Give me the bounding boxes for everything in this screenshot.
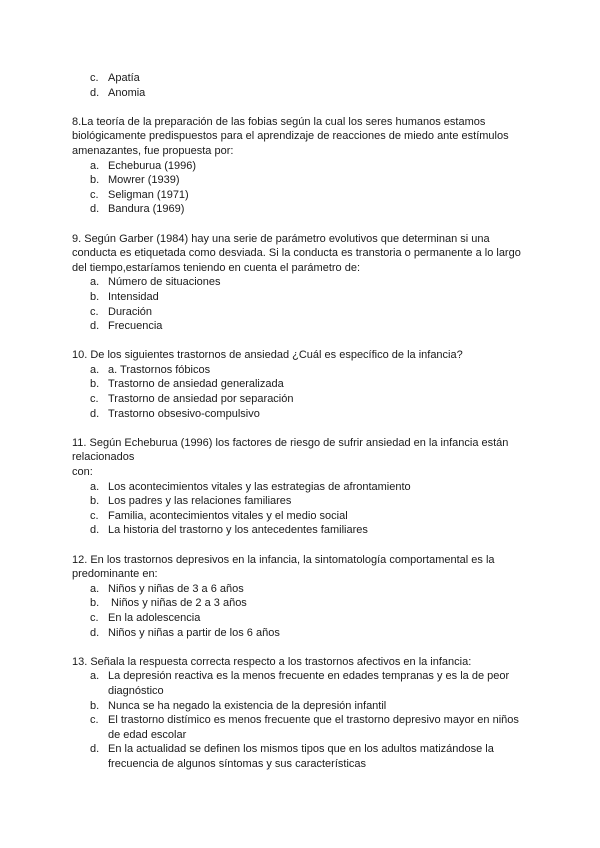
question-stem	[72, 115, 532, 159]
option-a	[72, 480, 532, 495]
option-text: diagnóstico	[108, 684, 164, 697]
option-letter: d.	[90, 407, 100, 420]
option-letter: a.	[90, 159, 100, 172]
options-list	[72, 71, 532, 100]
option-letter: b.	[90, 495, 100, 508]
stem-line: amenazantes, fue propuesta por:	[72, 144, 234, 157]
question-12	[72, 553, 532, 641]
option-letter: a.	[90, 670, 100, 683]
question-stem	[72, 232, 532, 276]
question-11	[72, 436, 532, 538]
option-letter: c.	[90, 714, 99, 727]
stem-line: con:	[72, 466, 93, 479]
stem-line: 13. Señala la respuesta correcta respecto a los trastornos afectivos en la infancia:	[72, 655, 472, 668]
option-text: Trastorno obsesivo-compulsivo	[108, 407, 260, 420]
option-b	[72, 596, 532, 611]
question-stem	[72, 553, 532, 582]
question-10	[72, 348, 532, 421]
stem-line: del tiempo,estaríamos teniendo en cuenta el parámetro de:	[72, 261, 361, 274]
options-list	[72, 582, 532, 640]
option-letter: a.	[90, 276, 100, 289]
option-text: Duración	[108, 305, 153, 318]
option-c	[72, 71, 532, 86]
option-b	[72, 290, 532, 305]
option-c	[72, 305, 532, 320]
option-letter: b.	[90, 378, 100, 391]
option-c	[72, 188, 532, 203]
option-d	[72, 523, 532, 538]
option-letter: a.	[90, 363, 100, 376]
stem-line: conducta es etiquetada como desviada. Si la conducta es transtoria o permanente a lo largo	[72, 247, 521, 260]
option-text: Anomia	[108, 86, 146, 99]
stem-line: 10. De los siguientes trastornos de ansiedad ¿Cuál es específico de la infancia?	[72, 349, 463, 362]
stem-line: 12. En los trastornos depresivos en la infancia, la sintomatología comportamental es la	[72, 553, 495, 566]
option-text: Apatía	[108, 72, 140, 84]
option-text: Los acontecimientos vitales y las estrategias de afrontamiento	[108, 480, 411, 493]
option-text: En la actualidad se definen los mismos tipos que en los adultos matizándose la	[108, 743, 494, 756]
option-text: La historia del trastorno y los antecedentes familiares	[108, 524, 368, 537]
stem-line: predominante en:	[72, 568, 158, 581]
question-stem	[72, 436, 532, 480]
option-letter: a.	[90, 480, 100, 493]
question-7-continuation	[72, 71, 532, 100]
option-letter: d.	[90, 320, 100, 333]
option-text: Los padres y las relaciones familiares	[108, 495, 292, 508]
option-letter: c.	[90, 393, 99, 406]
options-list	[72, 159, 532, 217]
question-13	[72, 655, 532, 772]
option-letter: c.	[90, 611, 99, 624]
option-b	[72, 377, 532, 392]
option-text: Niños y niñas de 2 a 3 años	[108, 597, 247, 610]
question-stem	[72, 348, 532, 363]
question-stem	[72, 655, 532, 670]
option-letter: d.	[90, 203, 100, 216]
option-letter: a.	[90, 582, 100, 595]
option-d	[72, 202, 532, 217]
option-text: de edad escolar	[108, 728, 187, 741]
option-text: Niños y niñas a partir de los 6 años	[108, 626, 280, 639]
option-b	[72, 494, 532, 509]
option-letter: c.	[90, 305, 99, 318]
option-b	[72, 699, 532, 714]
option-a	[72, 669, 532, 698]
stem-line: biológicamente predispuestos para el aprendizaje de reacciones de miedo ante estímulos	[72, 130, 509, 143]
option-letter: d.	[90, 626, 100, 639]
option-text: a. Trastornos fóbicos	[108, 363, 211, 376]
option-c	[72, 611, 532, 626]
option-text: Trastorno de ansiedad por separación	[108, 393, 294, 406]
options-list	[72, 275, 532, 333]
option-letter: c.	[90, 72, 99, 84]
option-text: Familia, acontecimientos vitales y el medio social	[108, 509, 348, 522]
option-text: Seligman (1971)	[108, 188, 189, 201]
option-letter: b.	[90, 174, 100, 187]
options-list	[72, 669, 532, 771]
option-letter: d.	[90, 524, 100, 537]
option-d	[72, 407, 532, 422]
option-letter: b.	[90, 290, 100, 303]
option-text: Niños y niñas de 3 a 6 años	[108, 582, 244, 595]
option-d	[72, 86, 532, 101]
option-text: Bandura (1969)	[108, 203, 185, 216]
option-a	[72, 159, 532, 174]
option-c	[72, 392, 532, 407]
option-a	[72, 582, 532, 597]
option-text: En la adolescencia	[108, 611, 201, 624]
option-text: Echeburua (1996)	[108, 159, 197, 172]
option-c	[72, 509, 532, 524]
option-a	[72, 275, 532, 290]
question-9	[72, 232, 532, 334]
option-letter: c.	[90, 188, 99, 201]
option-text: Trastorno de ansiedad generalizada	[108, 378, 284, 391]
option-letter: d.	[90, 86, 100, 99]
option-text: Frecuencia	[108, 320, 163, 333]
option-letter: b.	[90, 597, 100, 610]
option-d	[72, 319, 532, 334]
options-list	[72, 480, 532, 538]
option-d	[72, 742, 532, 771]
option-text: frecuencia de algunos síntomas y sus características	[108, 757, 367, 770]
option-b	[72, 173, 532, 188]
option-a	[72, 363, 532, 378]
options-list	[72, 363, 532, 421]
option-letter: d.	[90, 743, 100, 756]
stem-line: 9. Según Garber (1984) hay una serie de parámetro evolutivos que determinan si una	[72, 232, 490, 245]
option-text: Número de situaciones	[108, 276, 221, 289]
option-c	[72, 713, 532, 742]
stem-line: relacionados	[72, 451, 135, 464]
option-text: Intensidad	[108, 290, 159, 303]
option-text: La depresión reactiva es la menos frecuente en edades tempranas y es la de peor	[108, 670, 510, 683]
stem-line: 11. Según Echeburua (1996) los factores de riesgo de sufrir ansiedad en la infancia están	[72, 436, 509, 449]
question-8	[72, 115, 532, 217]
option-letter: c.	[90, 509, 99, 522]
option-d	[72, 626, 532, 641]
document-page	[72, 71, 532, 786]
option-text: Nunca se ha negado la existencia de la depresión infantil	[108, 699, 387, 712]
option-letter: b.	[90, 699, 100, 712]
option-text: Mowrer (1939)	[108, 174, 180, 187]
option-text: El trastorno distímico es menos frecuente que el trastorno depresivo mayor en niños	[108, 714, 519, 727]
stem-line: 8.La teoría de la preparación de las fobias según la cual los seres humanos estamos	[72, 115, 486, 128]
